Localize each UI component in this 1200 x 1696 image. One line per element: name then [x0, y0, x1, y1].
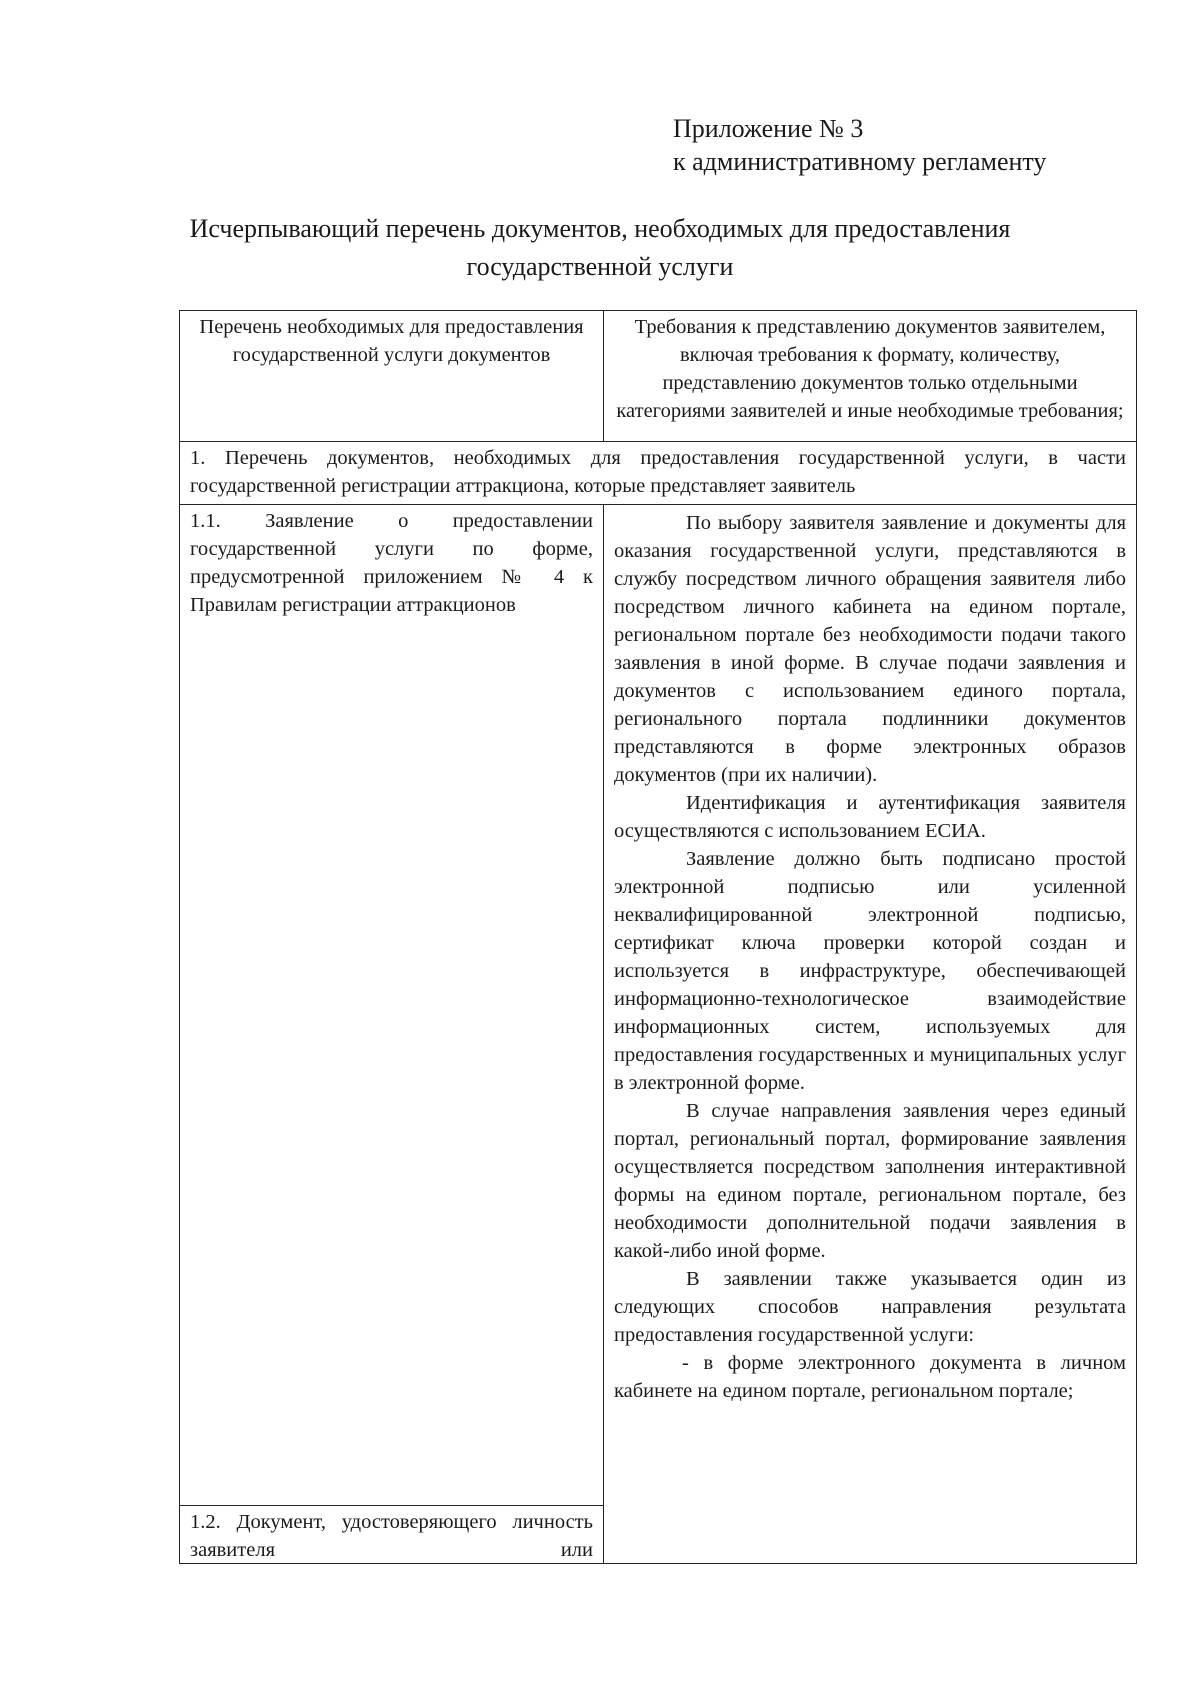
requirements-paragraph: В случае направления заявления через единый портал, региональный портал, формирование заявления осуществляется посредством заполнения интерактивной формы на едином портале, региональном портале, без необходимости дополнительной подачи заявления в какой-либо иной форме. — [614, 1100, 1126, 1262]
header-documents-list: Перечень необходимых для предоставления государственной услуги документов — [180, 311, 604, 442]
section-row — [180, 442, 1137, 505]
item-1-2: 1.2. Документ, удостоверяющего личность заявителя или — [180, 1505, 603, 1563]
table-header-row — [180, 311, 1137, 442]
appendix-header — [673, 112, 1046, 178]
appendix-number: Приложение № 3 — [673, 114, 864, 143]
documents-table — [179, 310, 1137, 1564]
table-row — [180, 505, 1137, 1564]
document-title: Исчерпывающий перечень документов, необходимых для предоставления государственной услуги — [189, 214, 1011, 281]
requirements-bullet: - в форме электронного документа в личном кабинете на едином портале, региональном портале; — [614, 1352, 1126, 1402]
requirements-paragraph: Заявление должно быть подписано простой электронной подписью или усиленной неквалифицированной электронной подписью, сертификат ключа проверки которой создан и используется в инфраструктуре, обеспечивающей информационно-технологическое взаимодействие информационных систем, используемых для предоставления государственных и муниципальных услуг в электронной форме. — [614, 848, 1126, 1094]
requirements-paragraph: Идентификация и аутентификация заявителя осуществляются с использованием ЕСИА. — [614, 792, 1126, 842]
requirements-paragraph: В заявлении также указывается один из следующих способов направления результата предоставления государственной услуги: — [614, 1268, 1126, 1346]
requirements-cell — [604, 505, 1137, 1564]
documents-cell — [180, 505, 604, 1564]
section-1-heading: 1. Перечень документов, необходимых для предоставления государственной услуги, в части государственной регистрации аттракциона, которые представляет заявитель — [180, 442, 1137, 505]
header-requirements: Требования к представлению документов заявителем, включая требования к формату, количеству, представлению документов только отдельными категориями заявителей и иные необходимые требования; — [604, 311, 1137, 442]
item-1-1: 1.1. Заявление о предоставлении государственной услуги по форме, предусмотренной приложением № 4 к Правилам регистрации аттракционов — [190, 510, 593, 616]
appendix-reference: к административному регламенту — [673, 147, 1047, 176]
requirements-paragraph: По выбору заявителя заявление и документы для оказания государственной услуги, представляются в службу посредством личного обращения заявителя либо посредством личного кабинета на едином портале, региональном портале без необходимости подачи такого заявления в иной форме. В случае подачи заявления и документов с использованием единого портала, регионального портала подлинники документов представляются в форме электронных образов документов (при их наличии). — [614, 512, 1126, 786]
